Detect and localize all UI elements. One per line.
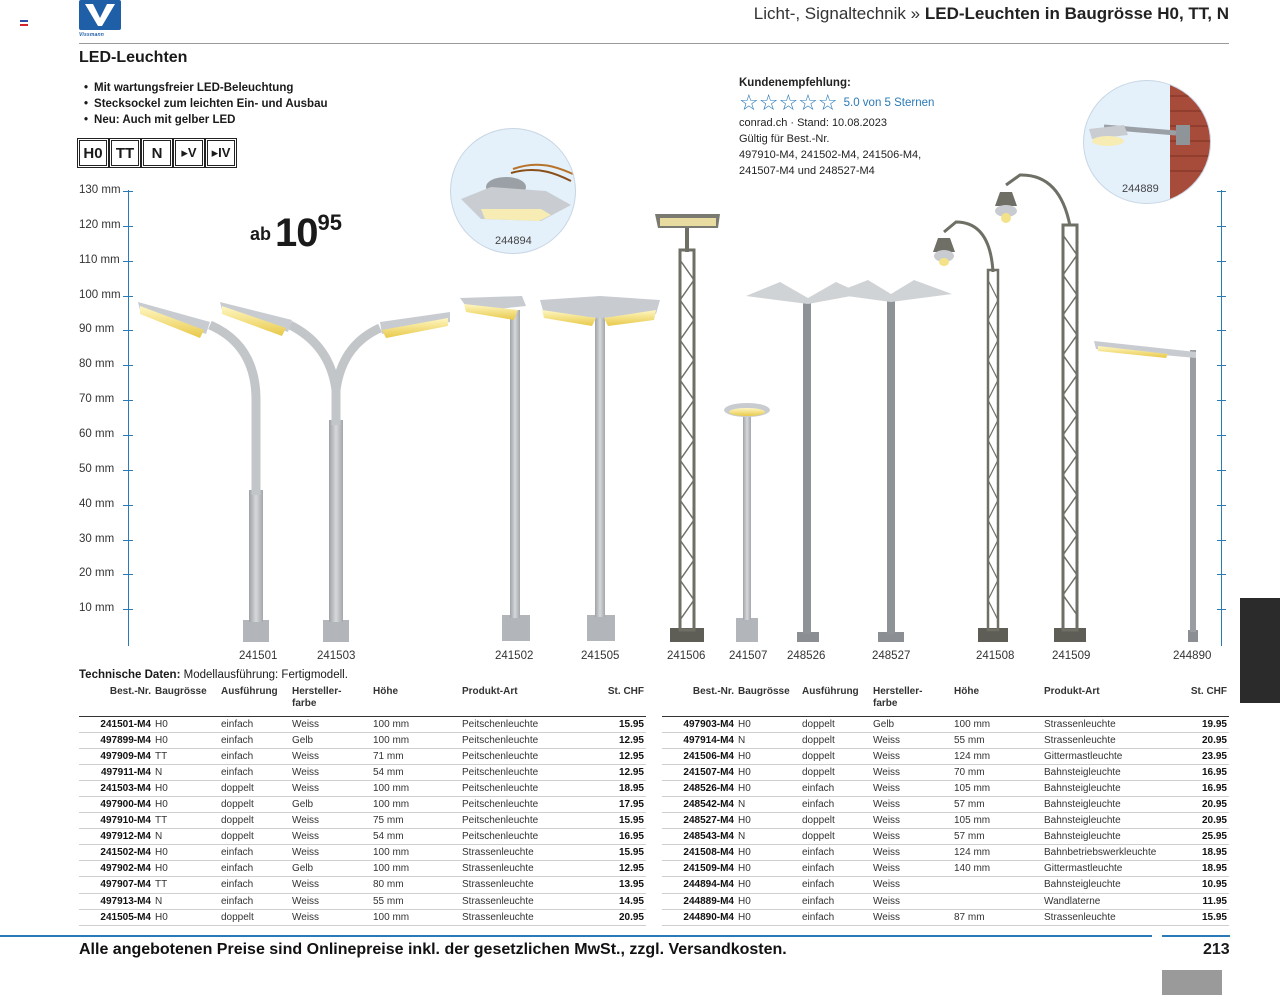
cell-hoehe: 105 mm [952, 780, 1042, 796]
cell-best-nr: 497902-M4 [79, 861, 153, 877]
cell-baugroesse: N [736, 796, 800, 812]
cell-ausfuehrung: einfach [800, 861, 871, 877]
table-row[interactable] [79, 829, 646, 845]
col-hoehe: Höhe [371, 686, 460, 716]
cell-ausfuehrung: einfach [219, 893, 290, 909]
cell-hoehe: 55 mm [371, 893, 460, 909]
cell-ausfuehrung: doppelt [800, 829, 871, 845]
cell-baugroesse: H0 [153, 861, 219, 877]
cell-baugroesse: H0 [736, 861, 800, 877]
cell-produkt-art: Bahnsteigleuchte [1042, 780, 1170, 796]
breadcrumb-category[interactable]: Licht-, Signaltechnik » [753, 4, 921, 23]
table-row[interactable] [662, 893, 1229, 909]
cell-best-nr: 241506-M4 [662, 748, 736, 764]
axis-label: 110 mm [79, 254, 120, 266]
cell-price: 12.95 [582, 764, 646, 780]
cell-best-nr: 241507-M4 [662, 764, 736, 780]
cell-price: 18.95 [1170, 861, 1229, 877]
col-hersteller-2: farbe [292, 698, 317, 709]
table-row[interactable] [662, 909, 1229, 925]
table-row[interactable] [79, 893, 646, 909]
cell-farbe: Weiss [290, 893, 371, 909]
cell-produkt-art: Strassenleuchte [1042, 732, 1170, 748]
cell-farbe: Gelb [290, 796, 371, 812]
cell-hoehe: 124 mm [952, 845, 1042, 861]
cell-produkt-art: Peitschenleuchte [460, 813, 582, 829]
table-row[interactable] [662, 780, 1229, 796]
cell-farbe: Gelb [871, 716, 952, 732]
cell-price: 10.95 [1170, 877, 1229, 893]
cell-best-nr: 497899-M4 [79, 732, 153, 748]
axis-label: 10 mm [79, 602, 115, 614]
cell-baugroesse: TT [153, 813, 219, 829]
cell-baugroesse: H0 [736, 780, 800, 796]
col-price: St. CHF [1170, 686, 1229, 716]
cell-farbe: Weiss [871, 845, 952, 861]
cell-price: 20.95 [1170, 732, 1229, 748]
cell-best-nr: 241501-M4 [79, 716, 153, 732]
cell-farbe: Weiss [290, 813, 371, 829]
axis-label: 50 mm [79, 463, 115, 475]
cell-baugroesse: H0 [736, 764, 800, 780]
cell-farbe: Weiss [871, 748, 952, 764]
cell-best-nr: 241503-M4 [79, 780, 153, 796]
lamp-label: 241505 [581, 650, 620, 662]
cell-farbe: Gelb [290, 732, 371, 748]
cell-farbe: Weiss [871, 780, 952, 796]
table-row[interactable] [662, 861, 1229, 877]
cell-ausfuehrung: doppelt [800, 748, 871, 764]
cell-price: 12.95 [582, 861, 646, 877]
cell-price: 12.95 [582, 732, 646, 748]
cell-price: 13.95 [582, 877, 646, 893]
cell-farbe: Weiss [871, 909, 952, 925]
axis-label: 20 mm [79, 567, 115, 579]
lamp-label: 241508 [976, 650, 1015, 662]
lamp-241505-icon [540, 296, 660, 641]
cell-hoehe [952, 877, 1042, 893]
col-herstellerfarbe [871, 686, 952, 716]
epoch-badge-v: ▸V [175, 140, 203, 166]
cell-best-nr: 244890-M4 [662, 909, 736, 925]
cell-ausfuehrung: doppelt [800, 716, 871, 732]
col-ausfuehrung: Ausführung [219, 686, 290, 716]
cell-produkt-art: Peitschenleuchte [460, 748, 582, 764]
cell-ausfuehrung: einfach [800, 877, 871, 893]
cell-produkt-art: Peitschenleuchte [460, 829, 582, 845]
col-hersteller-2: farbe [873, 698, 898, 709]
cell-farbe: Weiss [290, 764, 371, 780]
lamp-label: 241501 [239, 650, 278, 662]
table-row[interactable] [79, 716, 646, 732]
cell-price: 15.95 [582, 845, 646, 861]
cell-baugroesse: N [153, 764, 219, 780]
reco-valid-for: Gültig für Best.-Nr. [739, 133, 830, 145]
cell-best-nr: 244894-M4 [662, 877, 736, 893]
lamp-241509-icon [995, 175, 1086, 642]
cell-hoehe: 57 mm [952, 796, 1042, 812]
col-best-nr: Best.-Nr. [662, 686, 736, 716]
cell-price: 20.95 [1170, 796, 1229, 812]
cell-produkt-art: Bahnsteigleuchte [1042, 813, 1170, 829]
cell-baugroesse: H0 [153, 732, 219, 748]
cell-hoehe: 140 mm [952, 861, 1042, 877]
cell-best-nr: 497910-M4 [79, 813, 153, 829]
cell-produkt-art: Peitschenleuchte [460, 780, 582, 796]
cell-best-nr: 241502-M4 [79, 845, 153, 861]
cell-baugroesse: H0 [736, 909, 800, 925]
cell-ausfuehrung: doppelt [219, 796, 290, 812]
col-hersteller-1: Hersteller- [873, 686, 923, 697]
cell-produkt-art: Bahnbetriebswerkleuchte [1042, 845, 1170, 861]
reco-heading: Kundenempfehlung: [739, 77, 851, 89]
cell-produkt-art: Strassenleuchte [460, 861, 582, 877]
cell-farbe: Weiss [290, 909, 371, 925]
section-title: LED-Leuchten [79, 49, 188, 66]
cell-produkt-art: Strassenleuchte [1042, 909, 1170, 925]
col-hoehe: Höhe [952, 686, 1042, 716]
cell-price: 18.95 [582, 780, 646, 796]
table-row[interactable] [79, 845, 646, 861]
cell-farbe: Weiss [871, 764, 952, 780]
table-row[interactable] [79, 764, 646, 780]
cell-produkt-art: Peitschenleuchte [460, 796, 582, 812]
cell-best-nr: 497913-M4 [79, 893, 153, 909]
cell-hoehe [952, 893, 1042, 909]
table-row[interactable] [79, 877, 646, 893]
table-header-row [662, 686, 1229, 716]
axis-label: 80 mm [79, 358, 115, 370]
lamp-label: 248526 [787, 650, 826, 662]
cell-ausfuehrung: doppelt [219, 780, 290, 796]
cell-farbe: Weiss [290, 716, 371, 732]
cell-baugroesse: H0 [736, 845, 800, 861]
axis-label: 70 mm [79, 393, 115, 405]
axis-label: 40 mm [79, 498, 115, 510]
table-row[interactable] [79, 748, 646, 764]
axis-label: 130 mm [79, 184, 121, 196]
cell-hoehe: 75 mm [371, 813, 460, 829]
rating-text: 5.0 von 5 Sternen [843, 97, 935, 109]
gauge-badge-h0: H0 [79, 140, 107, 166]
cell-best-nr: 497911-M4 [79, 764, 153, 780]
cell-hoehe: 80 mm [371, 877, 460, 893]
tech-label: Technische Daten: [79, 669, 181, 681]
feature-item: • Neu: Auch mit gelber LED [84, 112, 328, 128]
cell-price: 14.95 [582, 893, 646, 909]
cell-baugroesse: H0 [153, 780, 219, 796]
cell-hoehe: 57 mm [952, 829, 1042, 845]
cell-produkt-art: Strassenleuchte [460, 877, 582, 893]
cell-baugroesse: H0 [736, 716, 800, 732]
table-row[interactable] [79, 813, 646, 829]
lamp-label: 241506 [667, 650, 706, 662]
lamp-label: 244890 [1173, 650, 1212, 662]
lamp-241508-icon [933, 222, 1008, 642]
axis-label: 60 mm [79, 428, 115, 440]
table-row[interactable] [662, 796, 1229, 812]
cell-produkt-art: Bahnsteigleuchte [1042, 877, 1170, 893]
page-number: 213 [1203, 941, 1230, 958]
cell-produkt-art: Peitschenleuchte [460, 732, 582, 748]
cell-hoehe: 70 mm [952, 764, 1042, 780]
axis-label: 90 mm [79, 323, 115, 335]
cell-baugroesse: N [736, 732, 800, 748]
cell-baugroesse: N [153, 893, 219, 909]
circle-label: 244894 [495, 235, 532, 247]
col-herstellerfarbe [290, 686, 371, 716]
cell-ausfuehrung: einfach [219, 877, 290, 893]
footer-divider-right [1162, 935, 1230, 937]
table-row[interactable] [662, 845, 1229, 861]
cell-farbe: Weiss [290, 780, 371, 796]
cell-price: 20.95 [1170, 813, 1229, 829]
table-row[interactable] [79, 796, 646, 812]
cell-baugroesse: N [736, 829, 800, 845]
cell-best-nr: 248527-M4 [662, 813, 736, 829]
cell-hoehe: 100 mm [371, 845, 460, 861]
cell-produkt-art: Bahnsteigleuchte [1042, 764, 1170, 780]
cell-hoehe: 100 mm [371, 732, 460, 748]
cell-farbe: Weiss [290, 877, 371, 893]
cell-farbe: Weiss [290, 845, 371, 861]
cell-farbe: Weiss [871, 813, 952, 829]
product-table-left [79, 686, 646, 926]
lamp-248526-icon [746, 282, 862, 642]
cell-price: 17.95 [582, 796, 646, 812]
breadcrumb-current: LED-Leuchten in Baugrösse H0, TT, N [924, 4, 1229, 23]
table-row[interactable] [79, 780, 646, 796]
cell-ausfuehrung: einfach [800, 780, 871, 796]
col-ausfuehrung: Ausführung [800, 686, 871, 716]
lamp-248527-icon [832, 280, 952, 642]
cell-ausfuehrung: einfach [800, 796, 871, 812]
cell-produkt-art: Strassenleuchte [460, 845, 582, 861]
cell-ausfuehrung: einfach [219, 732, 290, 748]
cell-price: 23.95 [1170, 748, 1229, 764]
col-baugroesse: Baugrösse [736, 686, 800, 716]
lamp-label: 241509 [1052, 650, 1091, 662]
cell-produkt-art: Strassenleuchte [460, 893, 582, 909]
cell-baugroesse: H0 [736, 877, 800, 893]
cell-produkt-art: Wandlaterne [1042, 893, 1170, 909]
table-row[interactable] [662, 813, 1229, 829]
lamp-label: 241503 [317, 650, 356, 662]
tech-text: Modellausführung: Fertigmodell. [183, 669, 348, 681]
chapter-tab[interactable] [1240, 598, 1280, 703]
cell-hoehe: 100 mm [952, 716, 1042, 732]
table-row[interactable] [79, 909, 646, 925]
cell-best-nr: 497903-M4 [662, 716, 736, 732]
cell-price: 15.95 [582, 813, 646, 829]
cell-farbe: Weiss [290, 829, 371, 845]
cell-farbe: Weiss [871, 861, 952, 877]
cell-baugroesse: H0 [736, 748, 800, 764]
table-row[interactable] [662, 764, 1229, 780]
col-best-nr: Best.-Nr. [79, 686, 153, 716]
cell-baugroesse: H0 [736, 893, 800, 909]
cell-best-nr: 241509-M4 [662, 861, 736, 877]
cell-ausfuehrung: einfach [219, 861, 290, 877]
cell-best-nr: 497914-M4 [662, 732, 736, 748]
cell-ausfuehrung: doppelt [219, 829, 290, 845]
reco-items-line2: 241507-M4 und 248527-M4 [739, 165, 875, 177]
table-row[interactable] [79, 732, 646, 748]
col-baugroesse: Baugrösse [153, 686, 219, 716]
cell-baugroesse: TT [153, 877, 219, 893]
cell-produkt-art: Peitschenleuchte [460, 764, 582, 780]
page-corner-tab [1162, 970, 1222, 995]
cell-best-nr: 248542-M4 [662, 796, 736, 812]
cell-ausfuehrung: doppelt [219, 909, 290, 925]
reco-items-line1: 497910-M4, 241502-M4, 241506-M4, [739, 149, 922, 161]
axis-label: 30 mm [79, 533, 115, 545]
star-rating-icon: ☆☆☆☆☆ [739, 90, 838, 115]
footer-divider [0, 935, 1152, 937]
cell-hoehe: 54 mm [371, 764, 460, 780]
cell-farbe: Weiss [871, 829, 952, 845]
lamp-241501-icon [138, 302, 269, 642]
table-row[interactable] [662, 877, 1229, 893]
lamp-241502-icon [460, 296, 530, 641]
product-table-right [662, 686, 1229, 926]
cell-baugroesse: H0 [153, 796, 219, 812]
cell-price: 16.95 [582, 829, 646, 845]
cell-best-nr: 248526-M4 [662, 780, 736, 796]
cell-hoehe: 87 mm [952, 909, 1042, 925]
cell-best-nr: 497909-M4 [79, 748, 153, 764]
cell-baugroesse: N [153, 829, 219, 845]
circle-label: 244889 [1122, 183, 1159, 195]
cell-best-nr: 241505-M4 [79, 909, 153, 925]
cell-ausfuehrung: einfach [219, 748, 290, 764]
table-row[interactable] [662, 748, 1229, 764]
cell-hoehe: 100 mm [371, 796, 460, 812]
cell-farbe: Weiss [871, 893, 952, 909]
gauge-badge-tt: TT [111, 140, 139, 166]
cell-baugroesse: H0 [736, 813, 800, 829]
cell-price: 11.95 [1170, 893, 1229, 909]
cell-hoehe: 71 mm [371, 748, 460, 764]
col-price: St. CHF [582, 686, 646, 716]
cell-best-nr: 241508-M4 [662, 845, 736, 861]
cell-price: 12.95 [582, 748, 646, 764]
reco-source: conrad.ch · Stand: 10.08.2023 [739, 117, 887, 129]
cell-best-nr: 497912-M4 [79, 829, 153, 845]
cell-price: 19.95 [1170, 716, 1229, 732]
cell-farbe: Weiss [871, 732, 952, 748]
cell-farbe: Weiss [871, 796, 952, 812]
cell-hoehe: 55 mm [952, 732, 1042, 748]
cell-ausfuehrung: einfach [219, 716, 290, 732]
cell-best-nr: 248543-M4 [662, 829, 736, 845]
cell-baugroesse: H0 [153, 716, 219, 732]
cell-ausfuehrung: doppelt [800, 813, 871, 829]
cell-produkt-art: Gittermastleuchte [1042, 748, 1170, 764]
table-row[interactable] [662, 716, 1229, 732]
logo-wordmark: Vissmann [79, 32, 105, 38]
lamp-label: 248527 [872, 650, 911, 662]
cell-produkt-art: Strassenleuchte [1042, 716, 1170, 732]
cell-hoehe: 100 mm [371, 861, 460, 877]
cell-produkt-art: Strassenleuchte [460, 909, 582, 925]
footer-note: Alle angebotenen Preise sind Onlinepreise inkl. der gesetzlichen MwSt., zzgl. Versandkosten. [79, 941, 787, 958]
cell-best-nr: 497907-M4 [79, 877, 153, 893]
price-cents: 95 [317, 210, 342, 235]
cell-produkt-art: Peitschenleuchte [460, 716, 582, 732]
col-produkt-art: Produkt-Art [460, 686, 582, 716]
cell-baugroesse: TT [153, 748, 219, 764]
cell-price: 15.95 [1170, 909, 1229, 925]
cell-ausfuehrung: doppelt [219, 813, 290, 829]
cell-price: 20.95 [582, 909, 646, 925]
table-row[interactable] [662, 732, 1229, 748]
price-main: 10 [275, 211, 318, 255]
table-row[interactable] [79, 861, 646, 877]
cell-ausfuehrung: einfach [219, 845, 290, 861]
cell-price: 18.95 [1170, 845, 1229, 861]
epoch-badge-iv: ▸IV [207, 140, 235, 166]
cell-produkt-art: Bahnsteigleuchte [1042, 829, 1170, 845]
cell-hoehe: 54 mm [371, 829, 460, 845]
cell-produkt-art: Gittermastleuchte [1042, 861, 1170, 877]
feature-item: • Stecksockel zum leichten Ein- und Ausbau [84, 96, 328, 112]
cell-hoehe: 105 mm [952, 813, 1042, 829]
col-produkt-art: Produkt-Art [1042, 686, 1170, 716]
lamp-244890-icon [1094, 341, 1198, 642]
cell-ausfuehrung: einfach [800, 845, 871, 861]
axis-label: 120 mm [79, 219, 121, 231]
table-row[interactable] [662, 829, 1229, 845]
lamp-label: 241502 [495, 650, 534, 662]
cell-ausfuehrung: doppelt [800, 764, 871, 780]
price-prefix: ab [250, 224, 272, 244]
cell-price: 25.95 [1170, 829, 1229, 845]
lamp-label: 241507 [729, 650, 768, 662]
lamp-241507-icon [724, 403, 770, 642]
cell-produkt-art: Bahnsteigleuchte [1042, 796, 1170, 812]
lamp-241506-icon [655, 214, 720, 642]
cell-baugroesse: H0 [153, 845, 219, 861]
axis-label: 100 mm [79, 289, 121, 301]
cell-best-nr: 244889-M4 [662, 893, 736, 909]
cell-farbe: Weiss [290, 748, 371, 764]
table-header-row [79, 686, 646, 716]
cell-price: 15.95 [582, 716, 646, 732]
cell-hoehe: 100 mm [371, 716, 460, 732]
feature-item: • Mit wartungsfreier LED-Beleuchtung [84, 80, 328, 96]
cell-price: 16.95 [1170, 764, 1229, 780]
cell-ausfuehrung: doppelt [800, 732, 871, 748]
cell-ausfuehrung: einfach [800, 909, 871, 925]
cell-farbe: Gelb [290, 861, 371, 877]
cell-hoehe: 124 mm [952, 748, 1042, 764]
cell-price: 16.95 [1170, 780, 1229, 796]
cell-hoehe: 100 mm [371, 780, 460, 796]
technical-data [79, 669, 348, 681]
cell-farbe: Weiss [871, 877, 952, 893]
cell-ausfuehrung: einfach [800, 893, 871, 909]
cell-hoehe: 100 mm [371, 909, 460, 925]
cell-ausfuehrung: einfach [219, 764, 290, 780]
cell-best-nr: 497900-M4 [79, 796, 153, 812]
gauge-badge-n: N [143, 140, 171, 166]
cell-baugroesse: H0 [153, 909, 219, 925]
col-hersteller-1: Hersteller- [292, 686, 342, 697]
